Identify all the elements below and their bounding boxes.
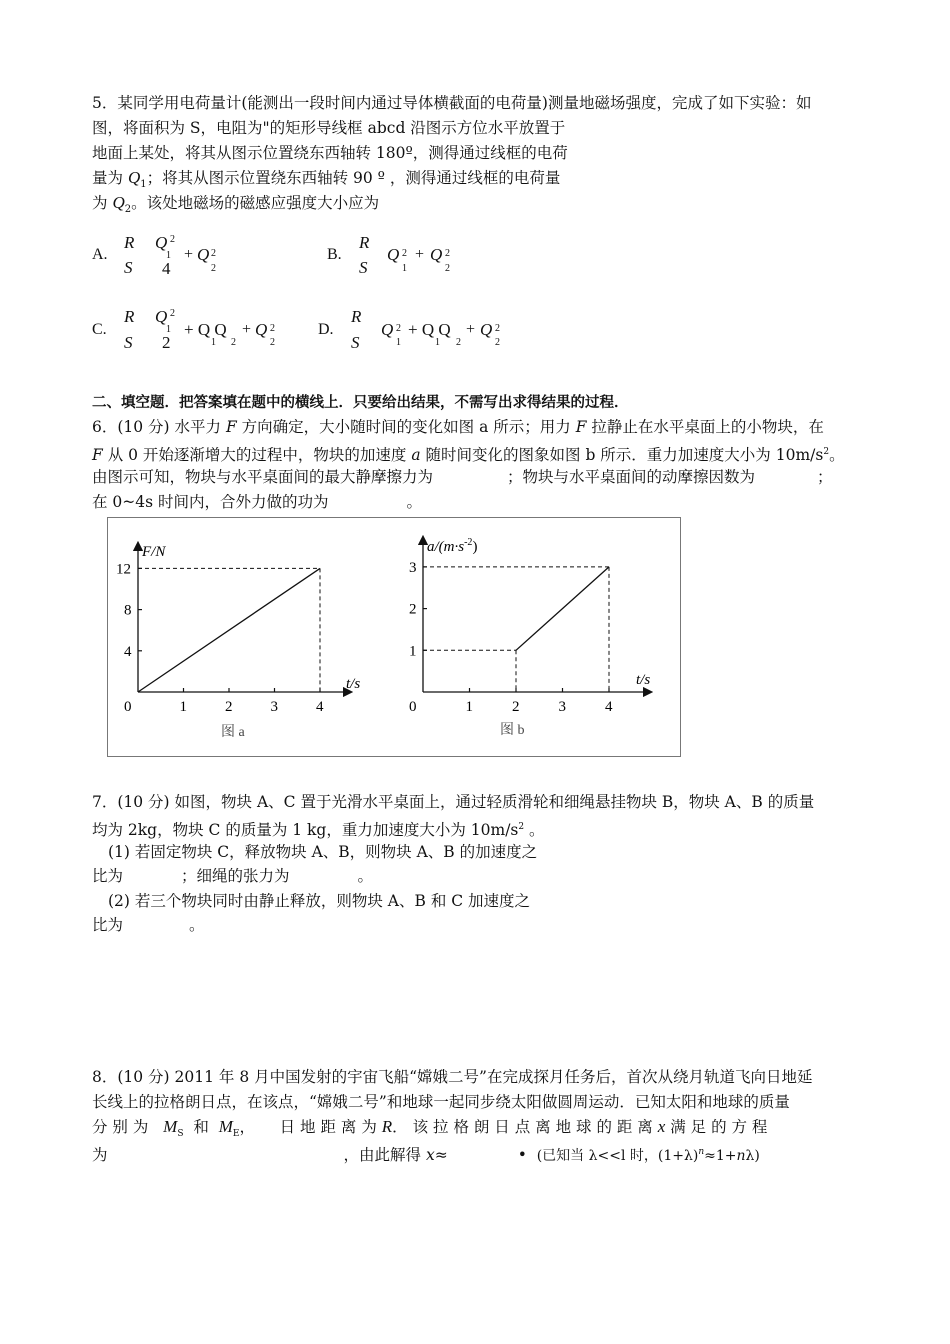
graph-b-xtick-label: 2 xyxy=(512,699,520,715)
graph-a-xtick-label: 3 xyxy=(270,699,278,715)
graph-b-ytick-label: 2 xyxy=(409,601,417,618)
graph-a-caption: 图 a xyxy=(221,725,245,740)
graph-a-ylabel: F/N xyxy=(142,544,166,560)
graph-b-xtick-label: 0 xyxy=(409,699,417,715)
q5-line4: 量为 $Q_1$；将其从图示位置绕东西轴转 90 º ，测得通过线框的电荷量 xyxy=(92,168,561,191)
graph-b-ylabel: $a/(m\cdot s^{-2})$ xyxy=(427,537,478,555)
graph-b-xlabel: t/s xyxy=(636,672,651,688)
q6-figure-box xyxy=(107,517,681,757)
q5-line3: 地面上某处，将其从图示位置绕东西轴转 180º，测得通过线框的电荷 xyxy=(92,144,568,162)
graph-a-xtick-label: 0 xyxy=(124,699,132,715)
graph-a-ytick-label: 4 xyxy=(124,643,132,660)
graph-a-ytick-label: 8 xyxy=(124,602,132,619)
graph-a-xtick-label: 2 xyxy=(225,699,233,715)
q8-line3: 分 别 为 $M_S$ 和 $M_E$， 日 地 距 离 为 R． 该 拉 格 朗 日 点 离 地 球 的 距 离 x 满 足 的 方 程 xyxy=(92,1117,768,1140)
q6-line2: F 从 0 开始逐渐增大的过程中，物块的加速度 a 随时间变化的图象如图 b 所示．重力加速度大小为 $10m/s^2$。 xyxy=(92,446,845,465)
graph-a-xtick-label: 1 xyxy=(179,699,187,715)
q5-line1: 5．某同学用电荷量计(能测出一段时间内通过导体横截面的电荷量)测量地磁场强度，完成了如下实验：如 xyxy=(92,94,812,112)
q8-line1: 8．(10 分) 2011 年 8 月中国发射的宇宙飞船“嫦娥二号”在完成探月任务后，首次从绕月轨道飞向日地延 xyxy=(92,1068,813,1086)
q6-line4: 在 0~4s 时间内，合外力做的功为 。 xyxy=(92,493,423,511)
q7-line6: 比为 。 xyxy=(92,916,205,934)
q8-line2: 长线上的拉格朗日点，在该点，“嫦娥二号”和地球一起同步绕太阳做圆周运动．已知太阳和地球的质量 xyxy=(92,1093,790,1111)
q7-line1: 7．(10 分) 如图，物块 A、C 置于光滑水平桌面上，通过轻质滑轮和细绳悬挂物块 B，物块 A、B 的质量 xyxy=(92,793,815,811)
graph-b-ytick-label: 1 xyxy=(409,643,417,660)
q8-line4: 为 ，由此解得 x≈ • (已知当 λ<<l 时，$(1+\lambda)^n\approx 1+n\lambda$) xyxy=(92,1146,760,1165)
graph-b-xtick-label: 4 xyxy=(605,699,613,715)
graph-b-caption: 图 b xyxy=(500,723,525,738)
q6-line1: 6．(10 分) 水平力 F 方向确定，大小随时间的变化如图 a 所示；用力 F 拉静止在水平桌面上的小物块，在 xyxy=(92,418,824,436)
q7-line3: (1) 若固定物块 C，释放物块 A、B，则物块 A、B 的加速度之 xyxy=(108,843,538,861)
graph-a-xtick-label: 4 xyxy=(316,699,324,715)
q7-line4: 比为 ；细绳的张力为 。 xyxy=(92,867,374,885)
option-d-label: D. xyxy=(318,321,334,338)
graph-a-ytick-label: 12 xyxy=(116,561,131,578)
q5-line5: 为 $Q_2$。该处地磁场的磁感应强度大小应为 xyxy=(92,193,380,216)
option-c-label: C. xyxy=(92,321,107,338)
graph-a-xlabel: t/s xyxy=(346,676,361,692)
option-b-label: B. xyxy=(327,246,342,263)
graph-b-xtick-label: 3 xyxy=(558,699,566,715)
q6-line3: 由图示可知，物块与水平桌面间的最大静摩擦力为 ；物块与水平桌面间的动摩擦因数为 ； xyxy=(92,468,833,486)
q7-line5: (2) 若三个物块同时由静止释放，则物块 A、B 和 C 加速度之 xyxy=(108,892,531,910)
section-2-heading: 二、填空题．把答案填在题中的横线上．只要给出结果，不需写出求得结果的过程． xyxy=(92,395,629,411)
q7-line2: 均为 2kg，物块 C 的质量为 1 kg，重力加速度大小为 $10m/s^2$ 。 xyxy=(92,821,545,840)
option-a-label: A. xyxy=(92,246,108,263)
graph-b-ytick-label: 3 xyxy=(409,559,417,576)
q5-line2: 图，将面积为 S，电阻为"的矩形导线框 abcd 沿图示方位水平放置于 xyxy=(92,119,566,137)
graph-b-xtick-label: 1 xyxy=(465,699,473,715)
